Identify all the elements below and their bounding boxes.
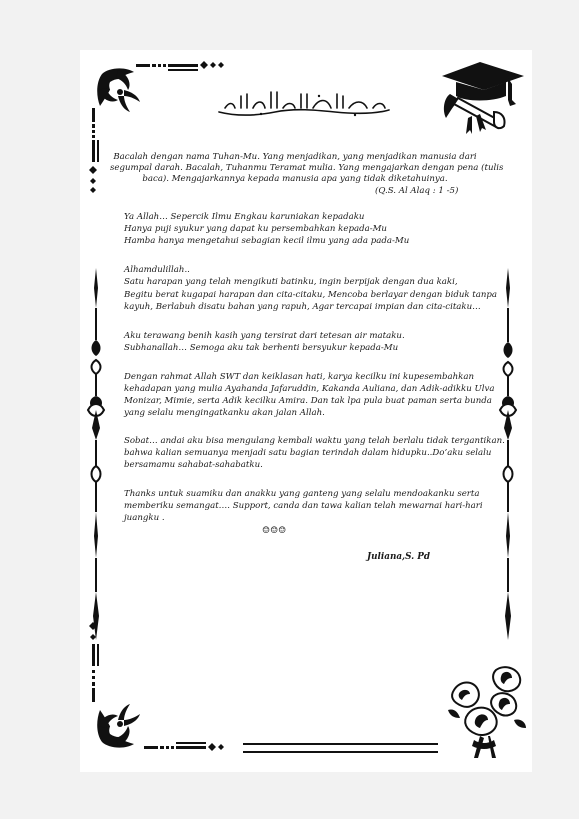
paragraph-3-line-2: Subhanallah… Semoga aku tak berhenti bersyukur kepada-Mu: [124, 343, 399, 353]
paragraph-5-line-1: Sobat… andai aku bisa mengulang kembali waktu yang telah berlalu tidak tergantikan.: [124, 436, 505, 446]
paragraph-5-line-3: bersamamu sahabat-sahabatku.: [124, 460, 263, 470]
roses-bouquet-icon: [444, 660, 530, 760]
signature: Juliana,S. Pd: [367, 552, 431, 562]
paragraph-6-line-2: memberiku semangat…. Support, canda dan tawa kalian telah mewarnai hari-hari: [124, 501, 483, 511]
paragraph-4-line-3: Monizar, Mimie, serta Adik kecilku Amira. Dan tak lpa pula buat paman serta bunda: [124, 396, 492, 406]
right-border-ornament: [498, 268, 518, 640]
quote-line-2: segumpal darah. Bacalah, Tuhanmu Teramat mulia. Yang mengajarkan dengan pena (tulis: [110, 163, 504, 173]
paragraph-2-line-2: Satu harapan yang telah mengikuti batinku, ingin berpijak dengan dua kaki,: [124, 277, 458, 287]
bottom-divider: [243, 743, 438, 753]
paragraph-4-line-1: Dengan rahmat Allah SWT dan keiklasan hati, karya kecilku ini kupesembahkan: [124, 372, 475, 382]
paragraph-2-line-4: kayuh, Berlabuh disatu bahan yang rapuh, Agar tercapai impian dan cita-citaku…: [124, 302, 481, 312]
smiley-icons: ☺☺☺: [262, 526, 287, 536]
paragraph-2-line-3: Begitu berat kugapai harapan dan cita-citaku, Mencoba berlayar dengan biduk tanpa: [124, 290, 498, 300]
paragraph-6-line-3: juangku .: [124, 513, 165, 523]
paragraph-3-line-1: Aku terawang benih kasih yang tersirat dari tetesan air mataku.: [124, 331, 405, 341]
corner-ornament-bottom-left: [88, 618, 240, 756]
paragraph-4-line-4: yang selalu mengingatkanku akan jalan Allah.: [124, 408, 325, 418]
paragraph-1-line-2: Hanya puji syukur yang dapat ku persembahkan kepada-Mu: [124, 224, 387, 234]
quote-source: (Q.S. Al Alaq : 1 -5): [375, 186, 459, 196]
paragraph-4-line-2: kehadapan yang mulia Ayahanda Jafaruddin, Kakanda Auliana, dan Adik-adikku Ulva: [124, 384, 495, 394]
quote-line-3: baca). Mengajarkannya kepada manusia apa yang tidak diketahuinya.: [142, 174, 448, 184]
quote-line-1: Bacalah dengan nama Tuhan-Mu. Yang menjadikan, yang menjadikan manusia dari: [113, 152, 477, 162]
paragraph-6-line-1: Thanks untuk suamiku dan anakku yang ganteng yang selalu mendoakanku serta: [124, 489, 480, 499]
paragraph-5-line-2: bahwa kalian semuanya menjadi satu bagian terindah dalam hidupku..Do’aku selalu: [124, 448, 492, 458]
left-border-ornament: [86, 268, 106, 640]
graduation-cap-scroll-icon: [436, 54, 528, 136]
paragraph-1-line-1: Ya Allah… Sepercik Ilmu Engkau karuniakan kepadaku: [124, 212, 365, 222]
bismillah-calligraphy: [215, 88, 393, 118]
paragraph-2-line-1: Alhamdulillah..: [124, 265, 190, 275]
paragraph-1-line-3: Hamba hanya mengetahui sebagian kecil ilmu yang ada pada-Mu: [124, 236, 410, 246]
